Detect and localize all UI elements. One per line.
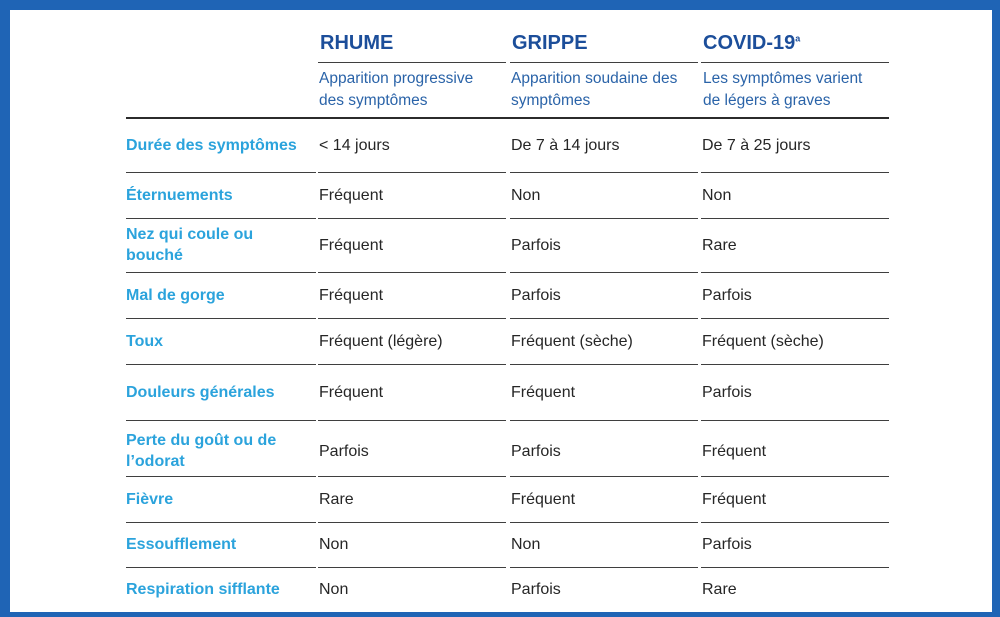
table-cell: Fréquent — [319, 383, 384, 401]
table-cell: Parfois — [511, 581, 561, 598]
column-title-covid: COVID-19$^a$ — [703, 32, 801, 54]
row-divider — [126, 420, 316, 421]
table-cell: Rare — [702, 581, 737, 598]
table-cell: Fréquent — [319, 186, 384, 204]
column-description-rhume: Apparition progressive des symptômes — [319, 70, 474, 109]
table-cell: Fréquent — [511, 490, 576, 508]
table-cell: Non — [511, 186, 541, 204]
table-cell: Fréquent (légère) — [319, 332, 443, 350]
row-label: Toux — [126, 332, 164, 350]
header-divider — [510, 62, 698, 63]
comparison-table — [10, 10, 992, 612]
table-cell: Rare — [702, 236, 737, 254]
table-cell: Parfois — [702, 286, 752, 304]
table-cell: Fréquent — [319, 286, 384, 304]
table-cell: Fréquent (sèche) — [511, 332, 633, 350]
row-label: Nez qui coule ou bouché — [126, 226, 254, 264]
table-cell: Parfois — [319, 442, 369, 460]
footnote-marker: a — [795, 33, 801, 44]
column-title-rhume: RHUME — [320, 32, 394, 54]
header-divider — [318, 62, 506, 63]
row-label: Perte du goût ou de l’odorat — [126, 432, 277, 470]
column-description-grippe: Apparition soudaine des symptômes — [511, 70, 678, 109]
row-label: Respiration sifflante — [126, 581, 280, 598]
row-divider — [701, 420, 889, 421]
table-cell: Non — [702, 186, 732, 204]
table-cell: Non — [319, 581, 349, 598]
row-divider — [510, 420, 698, 421]
table-cell: < 14 jours — [319, 137, 390, 154]
row-label: Essoufflement — [126, 536, 237, 553]
table-cell: De 7 à 14 jours — [511, 137, 620, 154]
table-cell: Fréquent — [511, 383, 576, 401]
table-cell: Parfois — [511, 442, 561, 460]
row-label: Fièvre — [126, 490, 174, 508]
table-cell: Parfois — [702, 383, 752, 401]
column-description-covid: Les symptômes varient de légers à graves — [703, 70, 863, 109]
row-label: Douleurs générales — [126, 383, 275, 401]
header-divider — [701, 62, 889, 63]
row-label: Durée des symptômes — [126, 137, 297, 154]
table-cell: Parfois — [702, 536, 752, 553]
table-cell: Fréquent (sèche) — [702, 332, 824, 350]
table-cell: Fréquent — [702, 442, 767, 460]
table-cell: Parfois — [511, 236, 561, 254]
table-cell: Non — [511, 536, 541, 553]
table-cell: Fréquent — [702, 490, 767, 508]
table-cell: Non — [319, 536, 349, 553]
table-cell: Fréquent — [319, 236, 384, 254]
column-title-grippe: GRIPPE — [512, 32, 588, 54]
table-cell: Rare — [319, 490, 354, 508]
row-label: Mal de gorge — [126, 286, 225, 304]
table-cell: De 7 à 25 jours — [702, 137, 811, 154]
row-label: Éternuements — [126, 186, 233, 204]
row-divider — [318, 420, 506, 421]
table-cell: Parfois — [511, 286, 561, 304]
